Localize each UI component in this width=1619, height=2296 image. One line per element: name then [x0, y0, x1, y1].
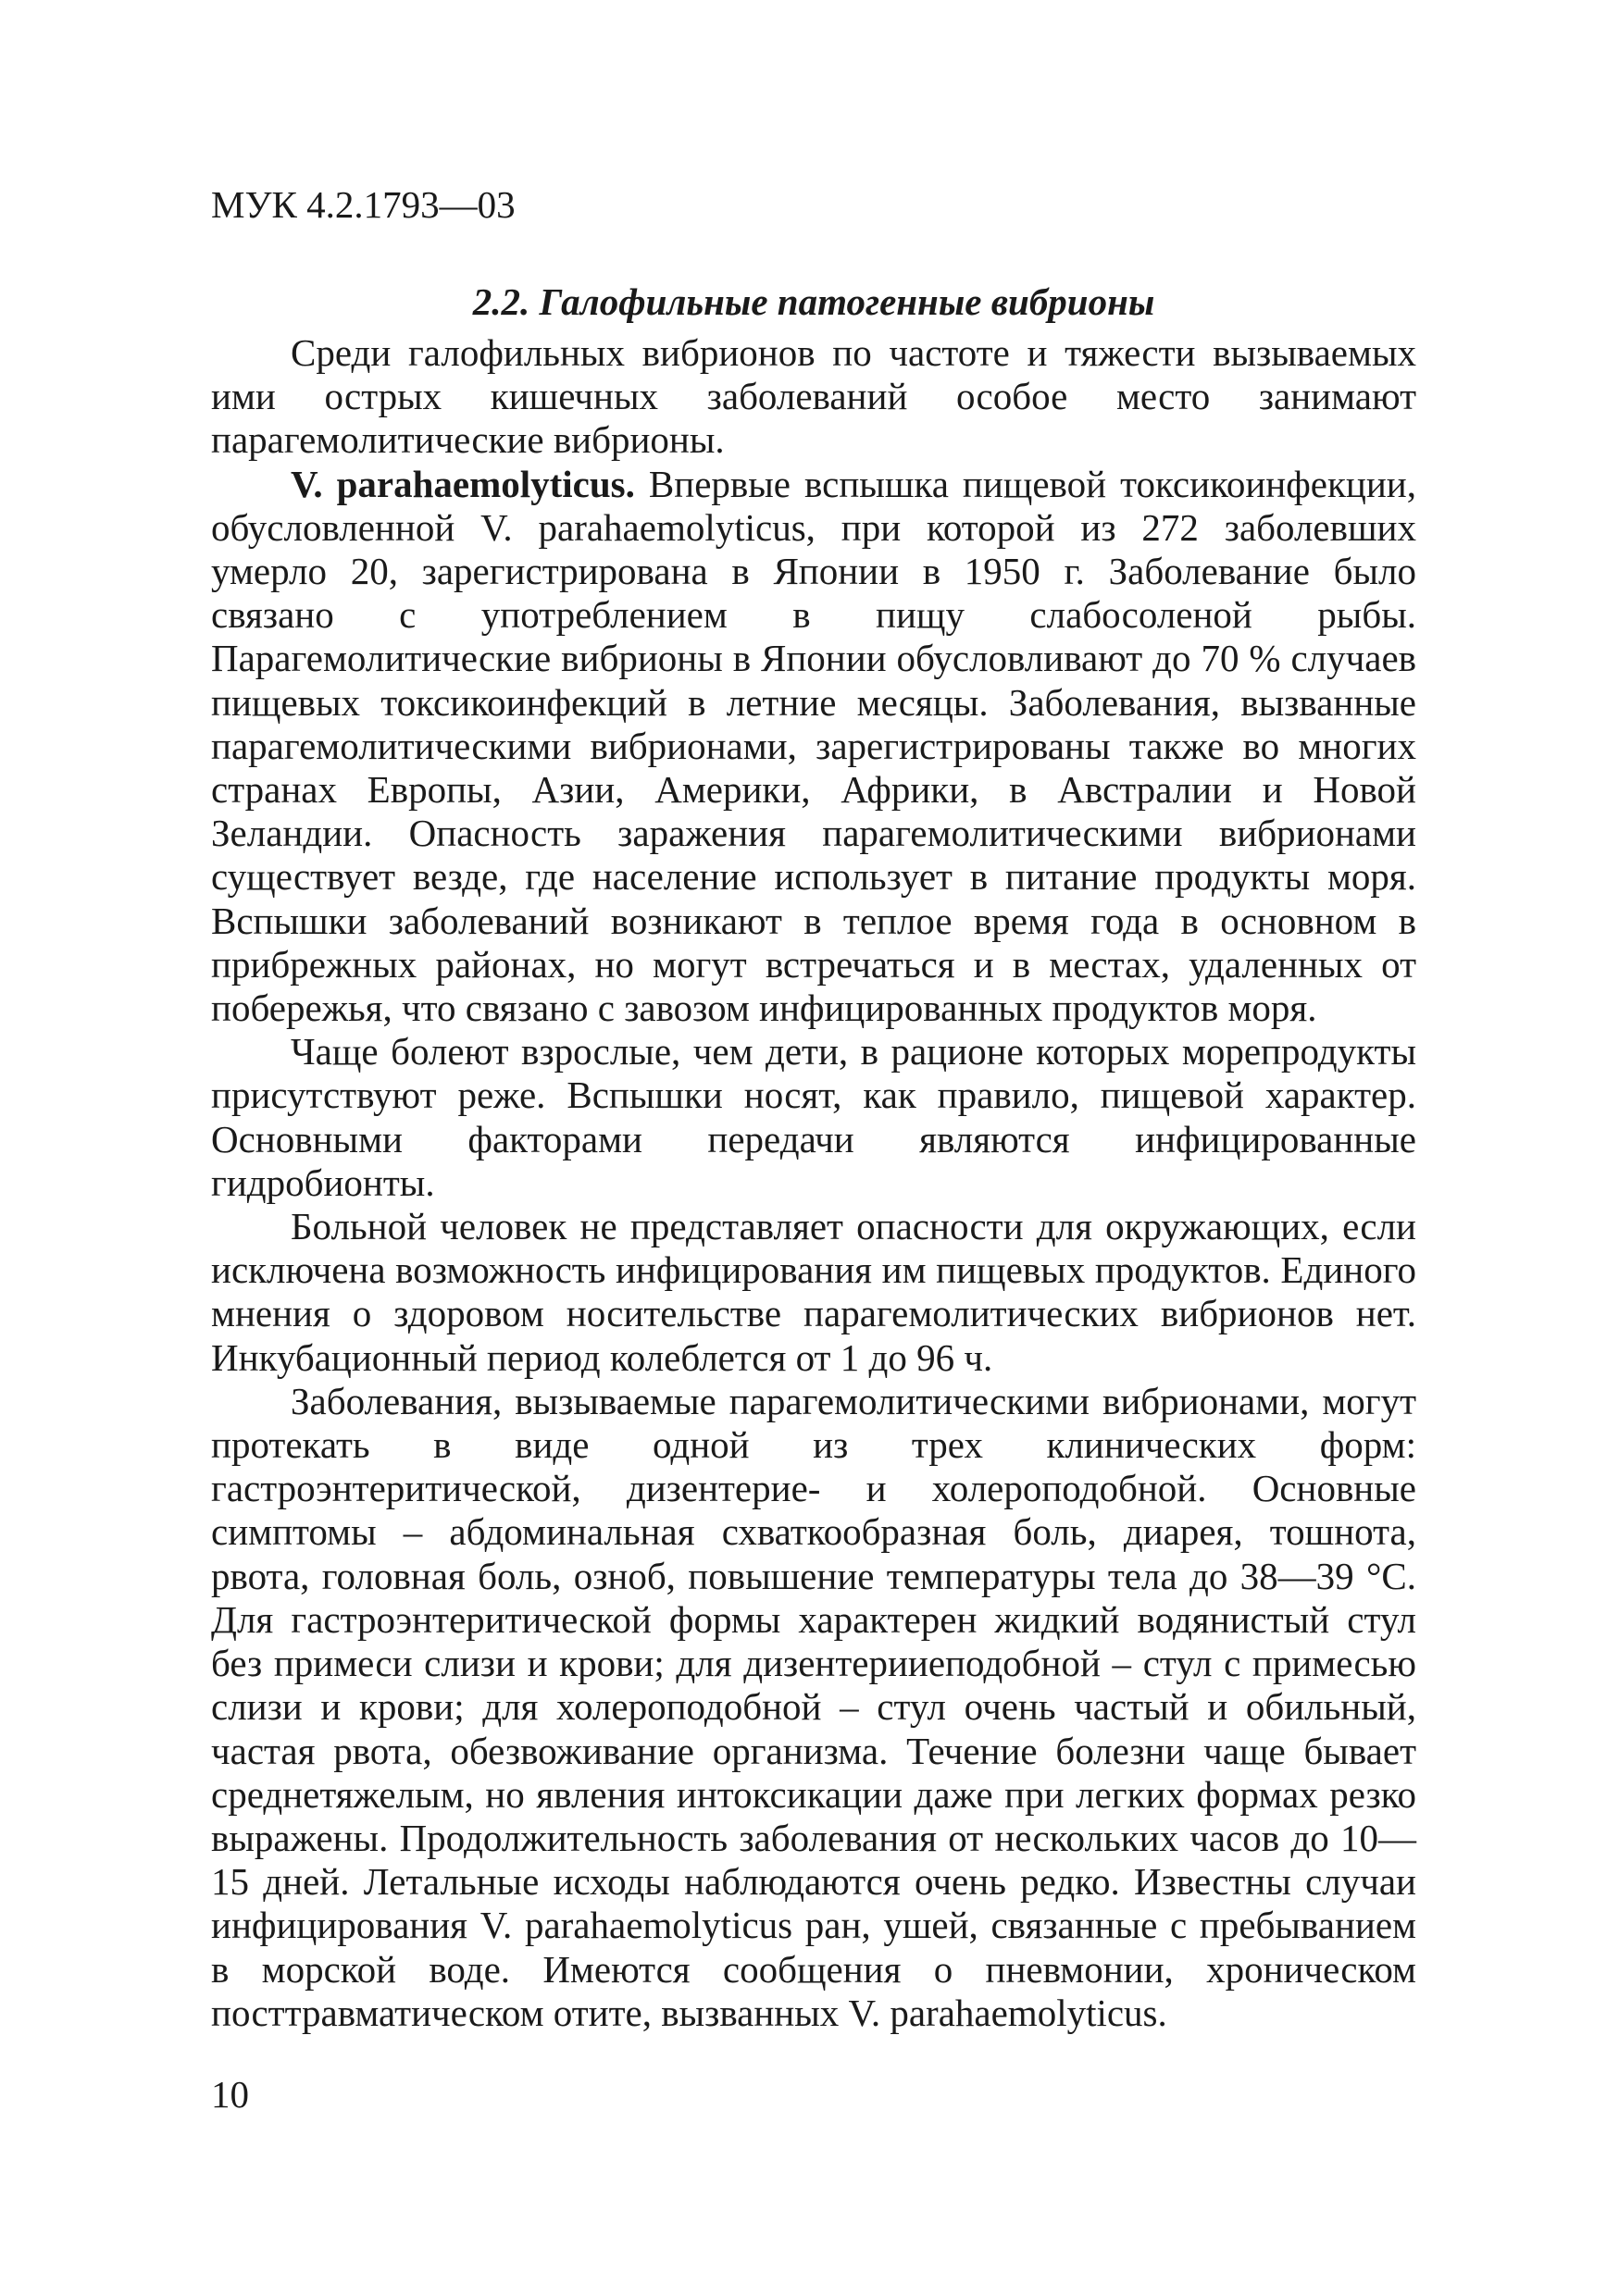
- paragraph-contagion: [211, 1205, 1416, 1380]
- paragraph-text: Больной человек не представляет опасности для окружающих, если исключена возможность инфицирования им пищевых продуктов. Единого мнения о здоровом носительстве парагемолитических вибрионов нет. Инкубационный период колеблется от 1 до 96 ч.: [211, 1205, 1416, 1379]
- section-body: [211, 278, 1416, 2035]
- paragraph-text: Заболевания, вызываемые парагемолитическими вибрионами, могут протекать в виде одной из трех клинических форм: гастроэнтеритической, дизентерие- и холероподобной. Основные симптомы – абдоминальная схваткообразная боль, диарея, тошнота, рвота, головная боль, озноб, повышение температуры тела до 38—39 °С. Для гастроэнтеритической формы характерен жидкий водянистый стул без примеси слизи и крови; для дизентерииеподобной – стул с примесью слизи и крови; для холероподобной – стул очень частый и обильный, частая рвота, обезвоживание организма. Течение болезни чаще бывает среднетяжелым, но явления интоксикации даже при легких формах резко выражены. Продолжительность заболевания от нескольких часов до 10—15 дней. Летальные исходы наблюдаются очень редко. Известны случаи инфицирования V. parahaemolyticus ран, ушей, связанные с пребыванием в морской воде. Имеются сообщения о пневмонии, хроническом посттравматическом отите, вызванных V. parahaemolyticus.: [211, 1379, 1416, 2034]
- page-number: 10: [211, 2073, 249, 2116]
- paragraph-text: Впервые вспышка пищевой токсикоинфекции, обусловленной V. parahaemolyticus, при которой из 272 заболевших умерло 20, зарегистрирована в Японии в 1950 г. Заболевание было связано с употреблением в пищу слабосоленой рыбы. Парагемолитические вибрионы в Японии обусловливают до 70 % случаев пищевых токсикоинфекций в летние месяцы. Заболевания, вызванные парагемолитическими вибрионами, зарегистрированы также во многих странах Европы, Азии, Америки, Африки, в Австралии и Новой Зеландии. Опасность заражения парагемолитическими вибрионами существует везде, где население использует в питание продукты моря. Вспышки заболеваний возникают в теплое время года в основном в прибрежных районах, но могут встречаться и в местах, удаленных от побережья, что связано с завозом инфицированных продуктов моря.: [211, 462, 1416, 1030]
- paragraph-risk-groups: [211, 1030, 1416, 1205]
- paragraph-v-parahaemolyticus: [211, 463, 1416, 1031]
- paragraph-lead-species: V. parahaemolyticus.: [291, 462, 635, 505]
- section-title: 2.2. Галофильные патогенные вибрионы: [472, 280, 1155, 323]
- paragraph-clinical-forms: [211, 1380, 1416, 2035]
- document-code-header: МУК 4.2.1793—03: [211, 183, 516, 226]
- paragraph-text: Чаще болеют взрослые, чем дети, в рационе которых морепродукты присутствуют реже. Вспышки носят, как правило, пищевой характер. Основными факторами передачи являются инфицированные гидробионты.: [211, 1030, 1416, 1204]
- paragraph-text: Среди галофильных вибрионов по частоте и тяжести вызываемых ими острых кишечных заболеваний особое место занимают парагемолитические вибрионы.: [211, 331, 1416, 462]
- paragraph-intro: [211, 331, 1416, 463]
